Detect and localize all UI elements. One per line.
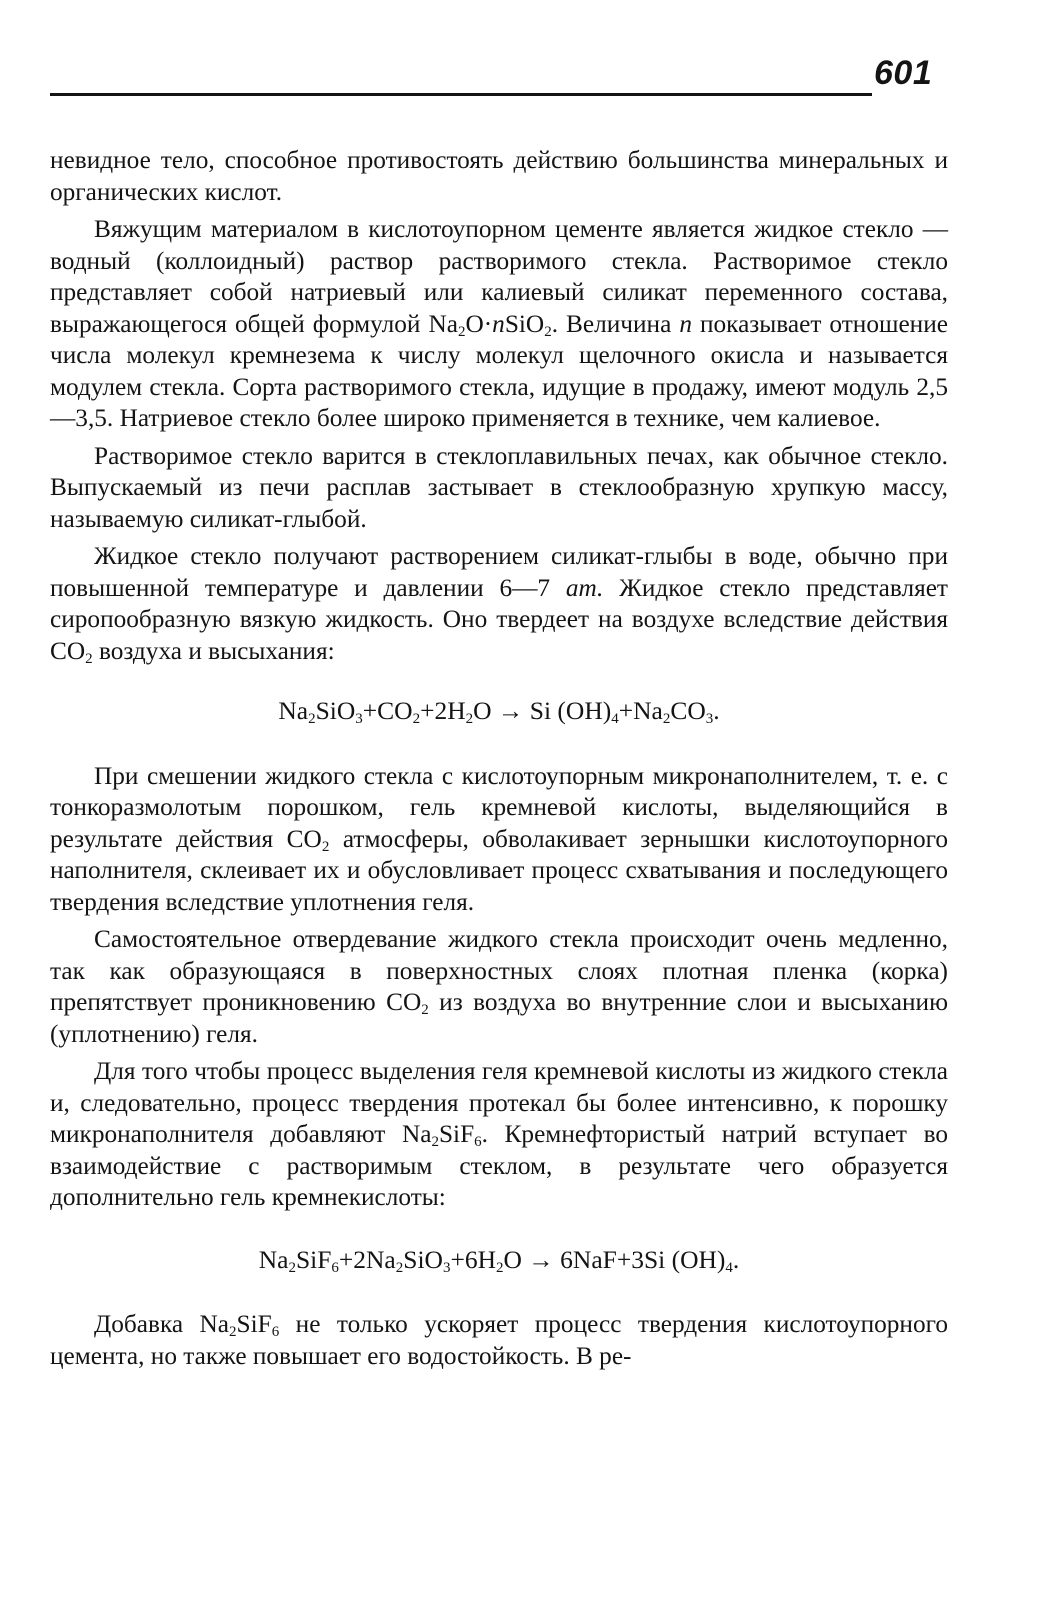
subscript: 2 <box>544 323 552 340</box>
subscript: 2 <box>321 838 330 855</box>
text-run: . <box>732 1244 740 1274</box>
text-run: SiO <box>315 696 356 725</box>
subscript: 2 <box>662 711 671 727</box>
chemical-equation <box>50 1244 948 1276</box>
text-run: +CO <box>362 696 413 725</box>
subscript: 2 <box>229 1324 237 1340</box>
text-run: SiF <box>438 1120 475 1148</box>
text-run: из воздуха во внутренние слои и высыханию (уплотнению) геля. <box>50 988 948 1048</box>
paragraph <box>50 214 948 435</box>
text-run: +2H <box>420 696 466 725</box>
subscript: 2 <box>457 323 466 340</box>
paragraph <box>50 924 948 1050</box>
header-rule <box>50 93 872 96</box>
italic-text: ат. <box>565 573 604 602</box>
subscript: 2 <box>496 1259 504 1276</box>
text-run: SiF <box>236 1310 272 1338</box>
subscript: 3 <box>442 1259 451 1276</box>
text-run: атмосферы, обволакивает зернышки кислотоупорного наполнителя, склеивает их и обусловливает процесс схватывания и последующего твердения вследствие уплотнения геля. <box>50 824 948 916</box>
text-run: . <box>713 696 720 725</box>
text-run: SiO <box>403 1244 443 1274</box>
subscript: 3 <box>355 711 363 727</box>
subscript: 2 <box>465 711 474 727</box>
text-run: Для того чтобы процесс выделения геля кремневой кислоты из жидкого стекла и, следовательно, процесс твердения протекал бы более интенсивно, к порошку микронаполнителя добавляют Na <box>50 1057 948 1148</box>
text-run: SiO <box>504 309 545 338</box>
text-run: CO <box>670 696 706 725</box>
text-run: Na <box>258 1244 289 1274</box>
text-run: Жидкое стекло получают растворением силикат-глыбы в воде, обычно при повышенной температуре и давлении 6—7 <box>50 542 948 602</box>
subscript: 6 <box>331 1259 339 1276</box>
text-run: +Na <box>618 696 663 725</box>
body-text <box>50 145 948 1378</box>
subscript: 3 <box>705 711 714 727</box>
italic-text: n <box>679 309 692 338</box>
text-run: SiF <box>295 1244 332 1274</box>
chemical-equation <box>50 695 948 727</box>
text-run: При смешении жидкого стекла с кислотоупорным микронаполнителем, т. е. с тонкоразмолотым порошком, гель кремневой кислоты, выделяющийся в результате действия CO <box>50 761 948 853</box>
text-run: Na <box>278 696 309 725</box>
subscript: 2 <box>395 1259 404 1276</box>
paragraph <box>50 1309 948 1372</box>
text-run: . Кремнефтористый натрий вступает во взаимодействие с растворимым стеклом, в результате чего образуется дополнительно гель кремнекислоты: <box>50 1120 949 1211</box>
subscript: 2 <box>85 650 93 667</box>
text-run: Добавка Na <box>94 1310 230 1338</box>
paragraph <box>50 441 948 536</box>
subscript: 2 <box>421 1002 429 1018</box>
paragraph <box>50 541 948 667</box>
text-run: показывает отношение числа молекул кремнезема к числу молекул щелочного окисла и называется модулем стекла. Сорта растворимого стекла, идущие в продажу, имеют модуль 2,5—3,5. Натриевое стекло более широко применяется в технике, чем калиевое. <box>50 309 948 432</box>
text-run: +6H <box>450 1244 496 1274</box>
subscript: 2 <box>288 1259 296 1276</box>
text-run: Жидкое стекло представляет сиропообразную вязкую жидкость. Оно твердеет на воздухе вследствие действия CO <box>50 573 948 665</box>
subscript: 2 <box>412 711 421 727</box>
text-run: воздуха и высыхания: <box>92 636 335 665</box>
subscript: 6 <box>271 1324 280 1340</box>
text-run: O· <box>465 309 493 338</box>
text-run: . Величина <box>551 309 680 338</box>
subscript: 2 <box>431 1134 439 1150</box>
text-run: невидное тело, способное противостоять действию большинства минеральных и органических кислот. <box>50 146 948 206</box>
subscript: 4 <box>725 1259 733 1276</box>
paragraph <box>50 145 948 208</box>
text-run: O → Si (OH) <box>473 696 612 725</box>
subscript: 2 <box>308 711 316 727</box>
text-run: +2Na <box>338 1244 396 1274</box>
subscript: 6 <box>474 1134 482 1150</box>
page-number: 601 <box>874 54 933 92</box>
text-run: не только ускоряет процесс твердения кислотоупорного цемента, но также повышает его водостойкость. В ре- <box>50 1310 949 1370</box>
italic-text: n <box>492 309 505 338</box>
text-run: Вяжущим материалом в кислотоупорном цементе является жидкое стекло — водный (коллоидный) раствор растворимого стекла. Растворимое стекло представляет собой натриевый или калиевый силикат переменного состава, выражающегося общей формулой Na <box>50 215 948 338</box>
text-run: O → 6NaF+3Si (OH) <box>503 1244 726 1274</box>
text-run: Растворимое стекло варится в стеклоплавильных печах, как обычное стекло. Выпускаемый из печи расплав застывает в стеклообразную хрупкую массу, называемую силикат-глыбой. <box>50 441 948 533</box>
paragraph <box>50 1056 948 1214</box>
subscript: 4 <box>611 711 619 727</box>
text-run: Самостоятельное отвердевание жидкого стекла происходит очень медленно, так как образующаяся в поверхностных слоях плотная пленка (корка) препятствует проникновению CO <box>50 925 948 1016</box>
paragraph <box>50 761 948 919</box>
